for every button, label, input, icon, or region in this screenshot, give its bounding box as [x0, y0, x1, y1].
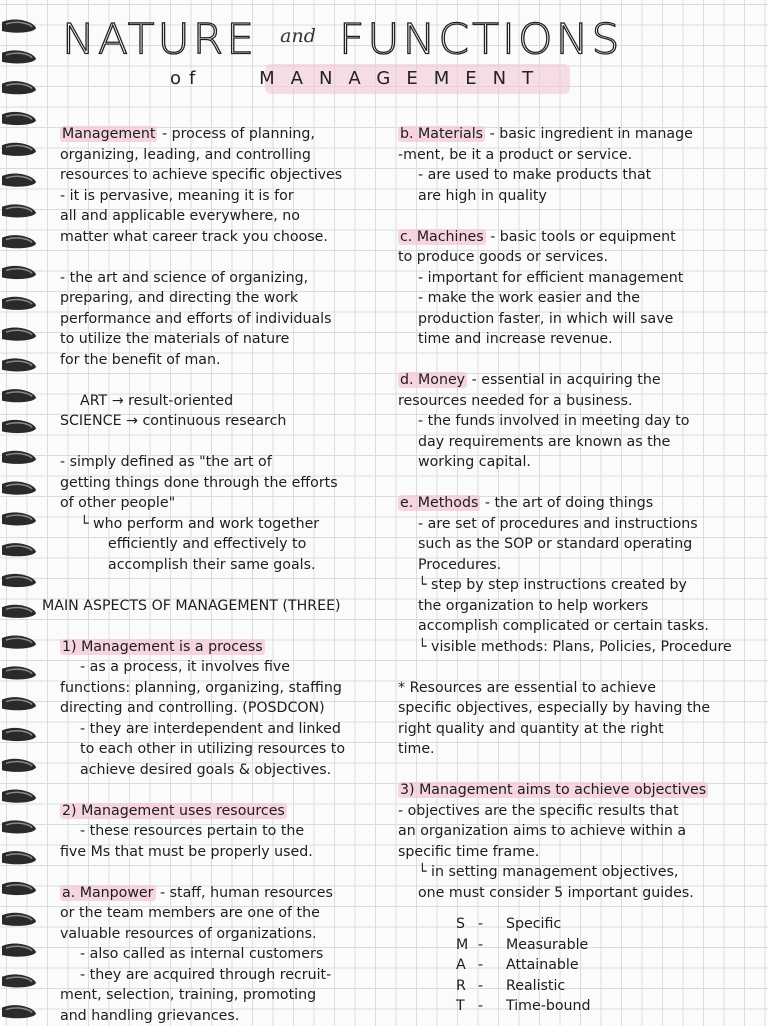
smart-row: M - Measurable: [456, 935, 591, 956]
text-line: time.: [398, 739, 760, 760]
text-line: efficiently and effectively to: [60, 534, 384, 555]
text-line: specific time frame.: [398, 842, 760, 863]
resources-note: [398, 678, 760, 760]
text-line: functions: planning, organizing, staffing: [60, 678, 384, 699]
text-line: └ who perform and work together: [60, 514, 384, 535]
text-line: production faster, in which will save: [398, 309, 760, 330]
text-line: - also called as internal customers: [60, 944, 384, 965]
text-line: - as a process, it involves five: [60, 657, 384, 678]
text-line: - the funds involved in meeting day to: [398, 411, 760, 432]
text-line: to utilize the materials of nature: [60, 329, 384, 350]
left-column: [60, 124, 384, 1026]
text-line: - these resources pertain to the: [60, 821, 384, 842]
text-line: Procedures.: [398, 555, 760, 576]
text-line: ment, selection, training, promoting: [60, 985, 384, 1006]
text-line: time and increase revenue.: [398, 329, 760, 350]
definition-block-1: [60, 124, 384, 247]
aspect-1-title: 1) Management is a process: [60, 637, 384, 658]
text-line: and handling grievances.: [60, 1006, 384, 1026]
text-line: for the benefit of man.: [60, 350, 384, 371]
text-line: to produce goods or services.: [398, 247, 760, 268]
text-line: -ment, be it a product or service.: [398, 145, 760, 166]
text-line: working capital.: [398, 452, 760, 473]
manpower-title: a. Manpower - staff, human resources: [60, 883, 384, 904]
text-line: valuable resources of organizations.: [60, 924, 384, 945]
money-title: d. Money - essential in acquiring the: [398, 370, 760, 391]
text-line: right quality and quantity at the right: [398, 719, 760, 740]
aspect-2-title: 2) Management uses resources: [60, 801, 384, 822]
text-line: └ step by step instructions created by: [398, 575, 760, 596]
text-line: └ in setting management objectives,: [398, 862, 760, 883]
text-line: - make the work easier and the: [398, 288, 760, 309]
subtitle-management: MANAGEMENT: [259, 68, 549, 89]
text-line: one must consider 5 important guides.: [398, 883, 760, 904]
text-line: - it is pervasive, meaning it is for: [60, 186, 384, 207]
text-line: accomplish complicated or certain tasks.: [398, 616, 760, 637]
text-line: day requirements are known as the: [398, 432, 760, 453]
right-column: [398, 124, 760, 903]
aspect-3-title: 3) Management aims to achieve objectives: [398, 780, 760, 801]
text-line: - they are acquired through recruit-: [60, 965, 384, 986]
text-line: of other people": [60, 493, 384, 514]
text-line: Management - process of planning,: [60, 124, 384, 145]
text-line: directing and controlling. (POSDCON): [60, 698, 384, 719]
text-line: organizing, leading, and controlling: [60, 145, 384, 166]
text-line: all and applicable everywhere, no: [60, 206, 384, 227]
machines-title: c. Machines - basic tools or equipment: [398, 227, 760, 248]
smart-row: T - Time-bound: [456, 996, 591, 1017]
methods-block: [398, 493, 760, 657]
text-line: accomplish their same goals.: [60, 555, 384, 576]
text-line: five Ms that must be properly used.: [60, 842, 384, 863]
text-line: - objectives are the specific results that: [398, 801, 760, 822]
text-line: the organization to help workers: [398, 596, 760, 617]
smart-row: R - Realistic: [456, 976, 591, 997]
text-line: * Resources are essential to achieve: [398, 678, 760, 699]
text-line: └ visible methods: Plans, Policies, Procedure: [398, 637, 760, 658]
science-line: SCIENCE → continuous research: [60, 411, 384, 432]
text-line: - they are interdependent and linked: [60, 719, 384, 740]
text-line: are high in quality: [398, 186, 760, 207]
definition-block-3: [60, 452, 384, 575]
materials-title: b. Materials - basic ingredient in manage: [398, 124, 760, 145]
methods-title: e. Methods - the art of doing things: [398, 493, 760, 514]
text-line: matter what career track you choose.: [60, 227, 384, 248]
text-line: to each other in utilizing resources to: [60, 739, 384, 760]
text-line: - the art and science of organizing,: [60, 268, 384, 289]
text-line: preparing, and directing the work: [60, 288, 384, 309]
text-line: such as the SOP or standard operating: [398, 534, 760, 555]
page-title: [62, 14, 762, 64]
text-line: - important for efficient management: [398, 268, 760, 289]
money-block: [398, 370, 760, 473]
title-word-functions: FUNCTIONS: [339, 15, 622, 63]
aspect-3: [398, 780, 760, 903]
machines-block: [398, 227, 760, 350]
text-line: performance and efforts of individuals: [60, 309, 384, 330]
definition-block-2: [60, 268, 384, 371]
aspects-heading: MAIN ASPECTS OF MANAGEMENT (THREE): [42, 596, 384, 617]
aspect-2: [60, 801, 384, 863]
materials-block: [398, 124, 760, 206]
text-line: specific objectives, especially by having the: [398, 698, 760, 719]
title-word-nature: NATURE: [62, 15, 257, 63]
text-line: resources needed for a business.: [398, 391, 760, 412]
art-line: ART → result-oriented: [60, 391, 384, 412]
spiral-binding: [0, 0, 44, 1024]
subtitle-of: of: [170, 68, 203, 89]
smart-list: [456, 914, 591, 1017]
text-line: - simply defined as "the art of: [60, 452, 384, 473]
text-line: achieve desired goals & objectives.: [60, 760, 384, 781]
text-line: an organization aims to achieve within a: [398, 821, 760, 842]
smart-row: S - Specific: [456, 914, 591, 935]
text-line: getting things done through the efforts: [60, 473, 384, 494]
text-line: resources to achieve specific objectives: [60, 165, 384, 186]
page-subtitle: [170, 68, 630, 96]
smart-row: A - Attainable: [456, 955, 591, 976]
manpower-block: [60, 883, 384, 1026]
aspect-1: [60, 637, 384, 781]
text-line: - are used to make products that: [398, 165, 760, 186]
text-line: - are set of procedures and instructions: [398, 514, 760, 535]
text-line: or the team members are one of the: [60, 903, 384, 924]
title-word-and: and: [280, 25, 316, 47]
